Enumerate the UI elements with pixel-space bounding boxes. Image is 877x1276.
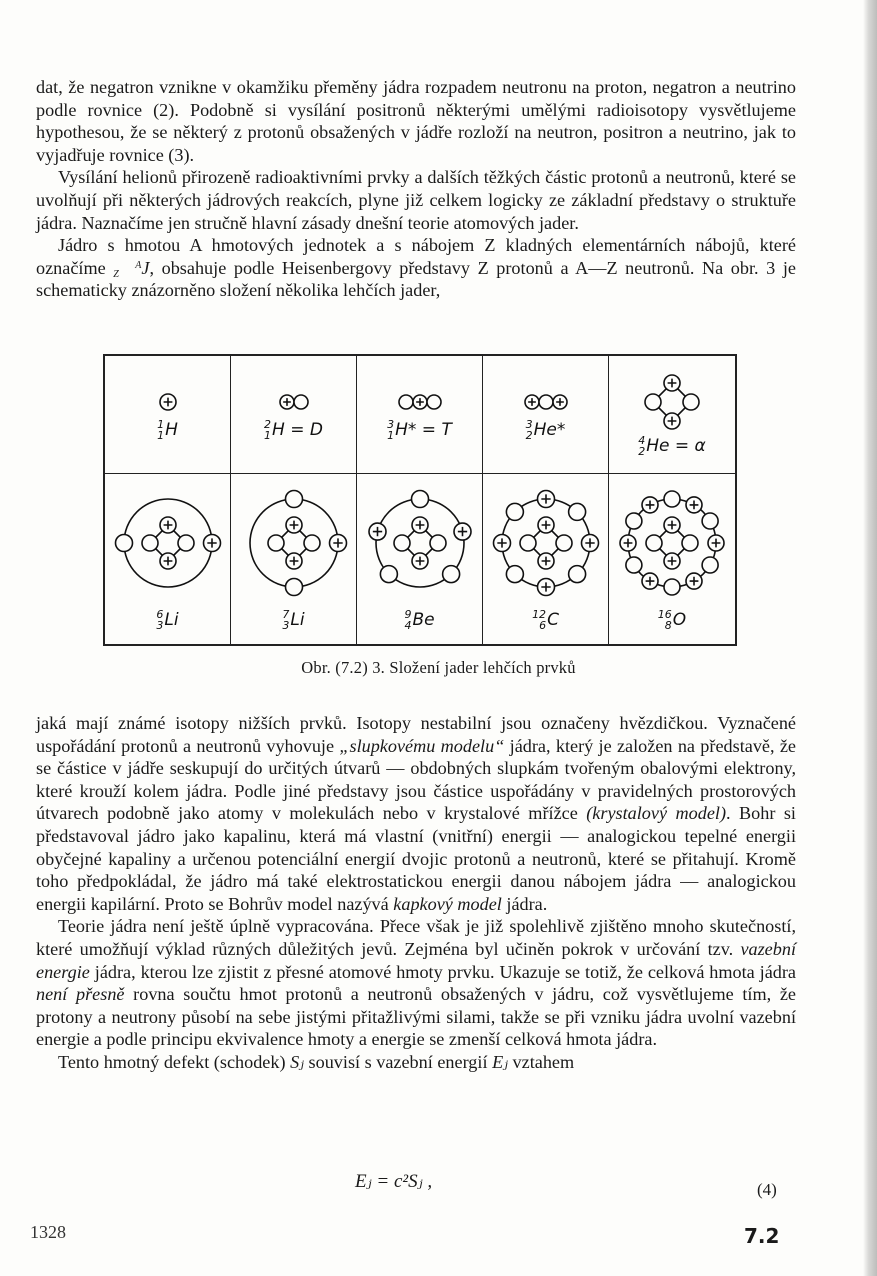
nuclide-cell-o-16 [609,474,735,644]
neutron-icon [556,535,572,551]
neutron-icon [626,557,642,573]
nuclide-label: 16 8 O [657,608,687,632]
nuclide-label: 7 3 Li [282,608,305,632]
symbol-binding-energy: Eⱼ [492,1051,508,1072]
nuclide-label: 1 1 H [157,417,178,442]
neutron-icon [115,535,132,552]
emphasis-not-exactly: není přesně [36,984,125,1005]
nuclide-label: 2 1 H = D [264,417,323,442]
neutron-icon [294,395,308,409]
nuclide-cell-be-9 [357,474,483,644]
emphasis-drop-model: kapkový model [393,893,502,914]
nuclide-cell-h-2 [231,356,357,474]
text-block-top [36,76,796,302]
neutron-icon [626,513,642,529]
text-run: Tento hmotný defekt (schodek) [58,1051,291,1072]
neutron-icon [268,535,284,551]
neutron-icon [506,566,523,583]
text-run: jádra, který je založen na představě, že se částice v jádře seskupují do určitých útvarů — obdobných slupkám tvořeným obalovými elektrony, které krouží kolem jádra. Podle jiné představy jsou částice uspořádány v pravidelných prostorových útvarech podobně jako atomy v molekulách nebo v krystalové mřížce [36,735,796,824]
neutron-icon [142,535,158,551]
paragraph-4 [36,712,796,915]
symbol-mass-defect: Sⱼ [290,1051,304,1072]
paragraph-5 [36,915,796,1051]
neutron-icon [394,535,410,551]
neutron-icon [646,535,662,551]
neutron-icon [702,557,718,573]
nuclide-cell-li-6 [105,474,231,644]
neutron-icon [683,394,699,410]
nuclide-cell-he-3 [483,356,609,474]
neutron-icon [285,491,302,508]
text-block-bottom [36,712,796,1074]
neutron-icon [664,579,680,595]
nuclide-cell-h-3 [357,356,483,474]
neutron-icon [411,491,428,508]
neutron-icon [702,513,718,529]
emphasis-crystal-model: (krystalový model) [586,803,727,824]
neutron-icon [427,395,441,409]
nuclide-notation: A Z J [113,257,150,280]
nuclide-cell-c-12 [483,474,609,644]
text-run: jaká mají známé isotopy nižších prvků. Isotopy nestabilní jsou označeny hvězdičkou. Vyznačené uspořádání protonů a neutronů vyhovuje [36,713,796,756]
neutron-icon [568,503,585,520]
paragraph-3: Jádro s hmotou A hmotových jednotek a s nábojem Z kladných elementárních nábojů, které označíme A Z J, obsahuje podle Heisenbergovy představy Z protonů a A—Z neutronů. Na obr. 3 je schematicky znázorněno složení několika lehčích jader, [36,235,796,301]
neutron-icon [506,503,523,520]
text-run: Teorie jádra není ještě úplně vypracována. Přece však je již spolehlivě zjištěno mnoho skutečností, které umožňují výklad různých důležitých jevů. Zejména byl učiněn pokrok v určování tzv. [36,916,796,959]
nuclide-label: 3 2 He* [525,417,566,442]
text-run: . Bohr si představoval jádro jako kapalinu, která má vlastní (vnitřní) energii — analogickou tepelné energii obyčejné kapaliny a určenou potenciální energií dvojic protonů a neutronů, které se přitahují. Kromě toho předpokládal, že jádro má také elektrostatickou energii danou nábojem jádra — analogickou energii kapilární. Proto se Bohrův model nazývá [36,803,796,914]
neutron-icon [380,566,397,583]
neutron-icon [304,535,320,551]
equation: Eⱼ = c²Sⱼ , [355,1171,433,1192]
nuclide-label: 4 2 He = α [638,433,706,458]
equation-number: (4) [757,1180,777,1199]
emphasis-binding-energy: vazební energie [36,938,796,982]
paragraph-6 [36,1051,796,1074]
neutron-icon [285,579,302,596]
nuclide-cell-he-4 [609,356,735,474]
text-run: rovna součtu hmot protonů a neutronů obsažených v jádru, což vysvětlujeme tím, že protony a neutrony působí na sebe jistými přitažlivými silami, takže se při vzniku jádra uvolní vazební energie a podle principu ekvivalence hmoty a energie se zmenší celková hmota jádra. [36,984,796,1050]
neutron-icon [520,535,536,551]
text-run: jádra, kterou lze zjistit z přesné atomové hmoty prvku. Ukazuje se totiž, že celková hmota jádra [89,961,796,982]
section-number: 7.2 [744,1224,780,1248]
neutron-icon [539,395,553,409]
neutron-icon [442,566,459,583]
paragraph-1: dat, že negatron vznikne v okamžiku přeměny jádra rozpadem neutronu na proton, negatron a neutrino podle rovnice (2). Podobně si vysílání positronů některými umělými radioisotopy vysvětlujeme hypothesou, že se některý z protonů obsažených v jádře rozloží na neutron, positron a neutrino, jak to vyjadřuje rovnice (3). [36,77,796,165]
neutron-icon [568,566,585,583]
neutron-icon [178,535,194,551]
nuclide-label: 9 4 Be [404,608,435,632]
page-edge-shadow [863,0,877,1276]
neutron-icon [664,491,680,507]
neutron-icon [399,395,413,409]
emphasis-shell-model: „slupkovému modelu“ [339,735,505,756]
text-run: souvisí s vazební energií [303,1051,493,1072]
paragraph-2: Vysílání helionů přirozeně radioaktivními prvky a dalších těžkých částic protonů a neutronů, které se uvolňují při některých jádrových reakcích, plyne již celkem logicky ze základní představy o struktuře jádra. Naznačíme jen stručně hlavní zásady dnešní teorie atomových jader. [36,167,796,233]
text-run: jádra. [501,893,548,914]
nuclide-label: 3 1 H* = T [387,417,452,442]
nuclide-label: 6 3 Li [156,608,179,632]
nuclide-cell-li-7 [231,474,357,644]
neutron-icon [645,394,661,410]
figure-nuclei-composition [103,354,737,646]
neutron-icon [430,535,446,551]
neutron-icon [682,535,698,551]
figure-caption: Obr. (7.2) 3. Složení jader lehčích prvků [301,658,576,677]
page-number: 1328 [30,1222,66,1242]
nuclide-label: 12 6 C [532,608,559,632]
nuclide-cell-h-1 [105,356,231,474]
text-run: vztahem [507,1051,575,1072]
